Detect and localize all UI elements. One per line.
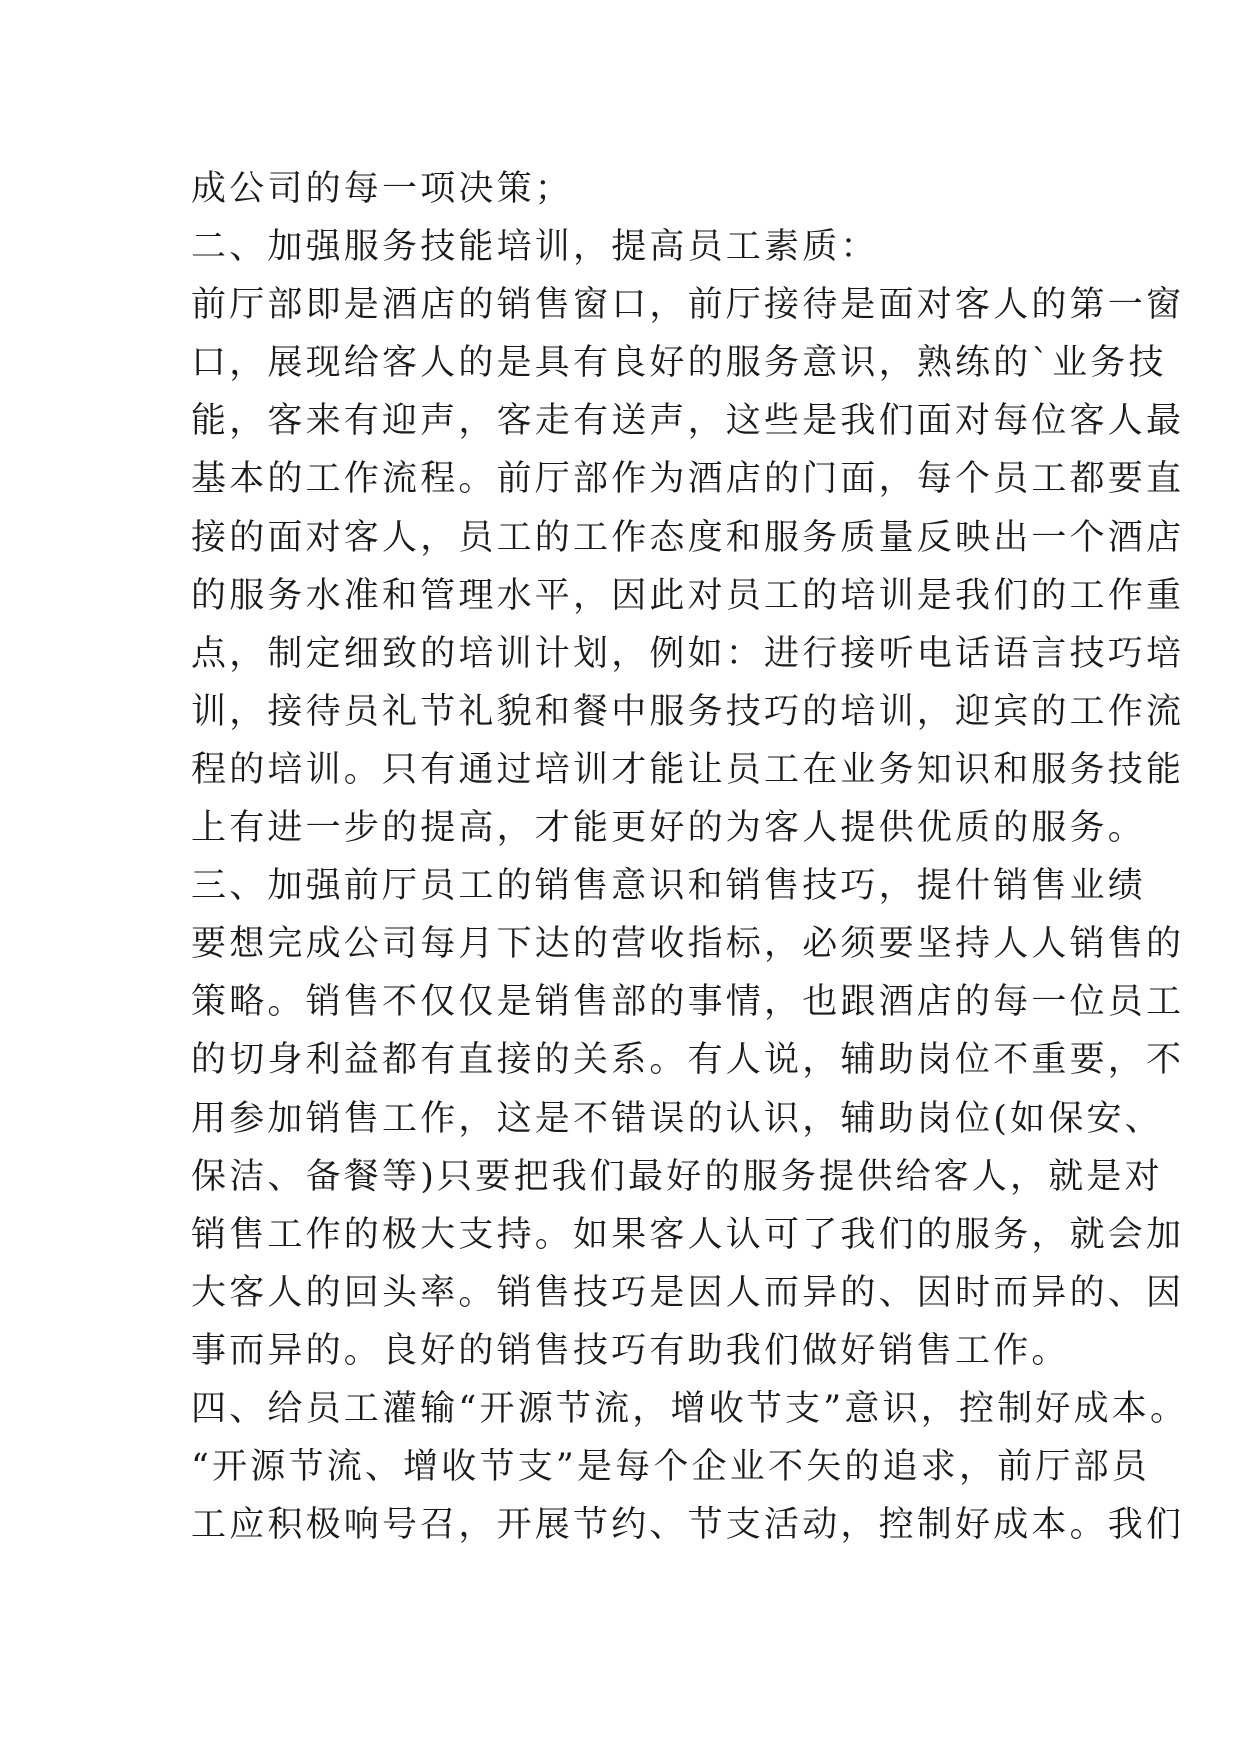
text-line: 要想完成公司每月下达的营收指标，必须要坚持人人销售的: [191, 924, 1185, 965]
text-line: 基本的工作流程。前厅部作为酒店的门面，每个员工都要直: [191, 459, 1185, 500]
document-body: [191, 160, 1189, 1554]
section-heading-2: 二、加强服务技能培训，提高员工素质：: [191, 227, 879, 268]
text-line: 工应积极响号召，开展节约、节支活动，控制好成本。我们: [191, 1505, 1185, 1546]
text-line: 能，客来有迎声，客走有送声，这些是我们面对每位客人最: [191, 401, 1185, 442]
text-line: 大客人的回头率。销售技巧是因人而异的、因时而异的、因: [191, 1272, 1185, 1313]
text-line: 成公司的每一项决策；: [191, 169, 574, 209]
text-line: 保洁、备餐等)只要把我们最好的服务提供给客人，就是对: [191, 1156, 1163, 1197]
text-line: 接的面对客人，员工的工作态度和服务质量反映出一个酒店: [191, 517, 1185, 558]
section-heading-4: 四、给员工灌输“开源节流，增收节支”意识，控制好成本。: [191, 1388, 1189, 1429]
section-heading-3: 三、加强前厅员工的销售意识和销售技巧，提什销售业绩: [191, 866, 1147, 907]
text-line: “开源节流、增收节支”是每个企业不矢的追求，前厅部员: [191, 1447, 1150, 1488]
text-line: 上有进一步的提高，才能更好的为客人提供优质的服务。: [191, 808, 1147, 849]
text-line: 策略。销售不仅仅是销售部的事情，也跟酒店的每一位员工: [191, 982, 1185, 1023]
text-line: 用参加销售工作，这是不错误的认识，辅助岗位(如保安、: [191, 1098, 1163, 1139]
text-line: 程的培训。只有通过培训才能让员工在业务知识和服务技能: [191, 749, 1185, 790]
text-line: 的服务水准和管理水平，因此对员工的培训是我们的工作重: [191, 575, 1185, 616]
text-line: 口，展现给客人的是具有良好的服务意识，熟练的`业务技: [191, 343, 1167, 384]
text-line: 前厅部即是酒店的销售窗口，前厅接待是面对客人的第一窗: [191, 285, 1185, 326]
text-line: 训，接待员礼节礼貌和餐中服务技巧的培训，迎宾的工作流: [191, 691, 1185, 732]
text-line: 点，制定细致的培训计划，例如：进行接听电话语言技巧培: [191, 633, 1185, 674]
text-line: 事而异的。良好的销售技巧有助我们做好销售工作。: [191, 1330, 1070, 1371]
text-line: 的切身利益都有直接的关系。有人说，辅助岗位不重要，不: [191, 1040, 1185, 1081]
text-line: 销售工作的极大支持。如果客人认可了我们的服务，就会加: [191, 1214, 1185, 1255]
